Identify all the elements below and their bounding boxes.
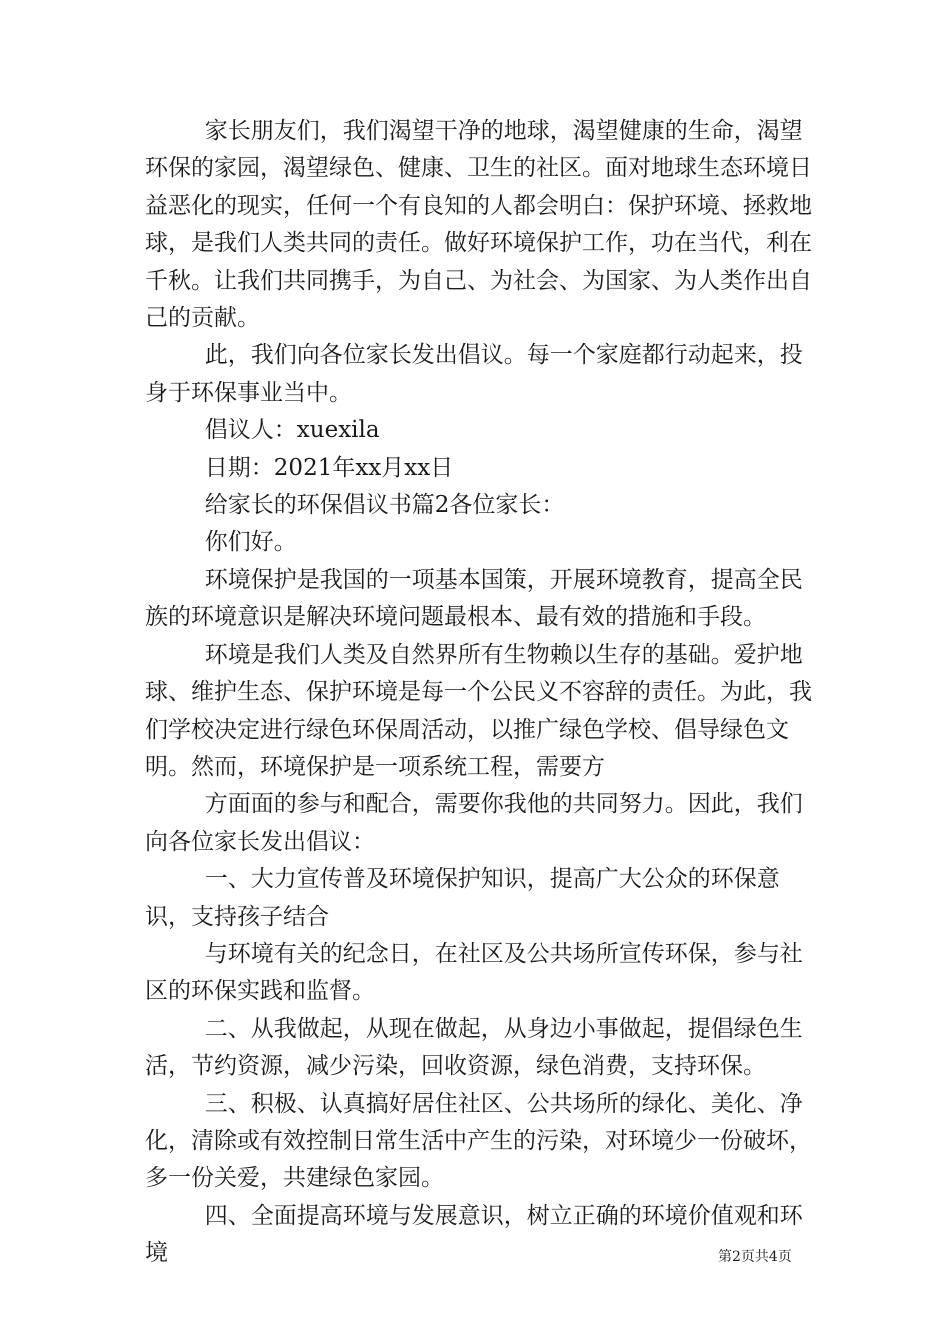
paragraph-item-3: 三、积极、认真搞好居住社区、公共场所的绿化、美化、净化，清除或有效控制日常生活中产生的污染，对环境少一份破坏，多一份关爱，共建绿色家园。: [145, 1090, 812, 1192]
document-body: [145, 113, 825, 1273]
paragraph-item-1-cont: 与环境有关的纪念日，在社区及公共场所宣传环保，参与社区的环保实践和监督。: [145, 940, 803, 1005]
paragraph-proposal: 此，我们向各位家长发出倡议。每一个家庭都行动起来，投身于环保事业当中。: [145, 342, 803, 406]
paragraph-item-4: 四、全面提高环境与发展意识，树立正确的环境价值观和环境: [145, 1202, 803, 1267]
page-number: 第2页共4页: [718, 1249, 792, 1265]
paragraph-intro: 家长朋友们，我们渴望干净的地球，渴望健康的生命，渴望环保的家园，渴望绿色、健康、卫生的社区。面对地球生态环境日益恶化的现实，任何一个有良知的人都会明白：保护环境、拯救地球，是我们人类共同的责任。做好环境保护工作，功在当代，利在千秋。让我们共同携手，为自己、为社会、为国家、为人类作出自己的贡献。: [145, 118, 812, 332]
paragraph-item-1: 一、大力宣传普及环境保护知识，提高广大公众的环保意识，支持孩子结合: [145, 866, 780, 930]
paragraph-item-2: 二、从我做起，从现在做起，从身边小事做起，提倡绿色生活，节约资源，减少污染，回收资源，绿色消费，支持环保。: [145, 1015, 803, 1080]
paragraph-section-title: 给家长的环保倡议书篇2各位家长：: [204, 492, 565, 519]
paragraph-greeting: 你们好。: [204, 529, 297, 556]
paragraph-policy: 环境保护是我国的一项基本国策，开展环境教育，提高全民族的环境意识是解决环境问题最根本、最有效的措施和手段。: [145, 566, 803, 631]
paragraph-participation: 方面面的参与和配合，需要你我他的共同努力。因此，我们向各位家长发出倡议：: [145, 791, 803, 855]
paragraph-proposer: 倡议人：xuexila: [204, 417, 380, 444]
paragraph-environment: 环境是我们人类及自然界所有生物赖以生存的基础。爱护地球、维护生态、保护环境是每一个公民义不容辞的责任。为此，我们学校决定进行绿色环保周活动，以推广绿色学校、倡导绿色文明。然而，环境保护是一项系统工程，需要方: [145, 641, 812, 780]
paragraph-date: 日期：2021年xx月xx日: [204, 454, 454, 481]
